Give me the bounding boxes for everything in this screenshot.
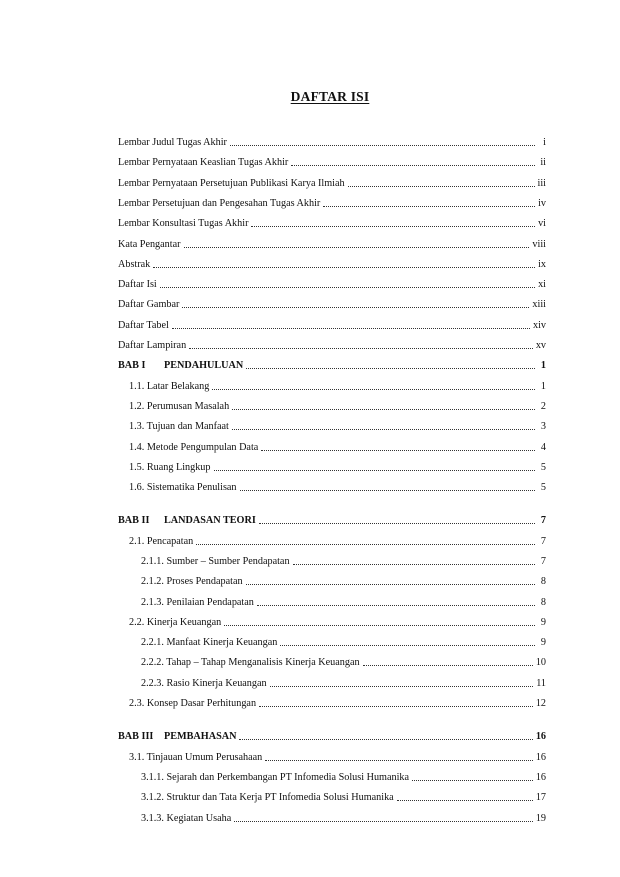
toc-entry-page-number: 1 [540, 360, 546, 371]
dot-leader [270, 686, 534, 687]
toc-entry-page-number: 11 [536, 678, 546, 689]
toc-entry-label: 2.1.1. Sumber – Sumber Pendapatan [141, 556, 290, 567]
toc-entry[interactable] [141, 809, 546, 825]
toc-entry[interactable] [129, 417, 546, 433]
toc-entry-label: 1.5. Ruang Lingkup [129, 462, 211, 473]
dot-leader [323, 206, 535, 207]
toc-entry-label: Lembar Pernyataan Keaslian Tugas Akhir [118, 157, 289, 168]
toc-entry[interactable] [141, 788, 546, 804]
dot-leader [280, 645, 535, 646]
toc-entry[interactable] [118, 255, 546, 271]
dot-leader [214, 470, 536, 471]
toc-entry-page-number: 7 [540, 515, 546, 526]
toc-entry-page-number: ii [540, 157, 546, 168]
toc-entry-label [118, 731, 236, 743]
toc-entry-label: 2.2. Kinerja Keuangan [129, 617, 222, 628]
toc-entry[interactable] [129, 458, 546, 474]
toc-entry-label [118, 515, 256, 527]
toc-entry-label: 2.1.3. Penilaian Pendapatan [141, 597, 254, 608]
toc-entry-page-number: 16 [535, 752, 546, 763]
chapter-title: LANDASAN TEORI [164, 515, 256, 526]
dot-leader [212, 389, 535, 390]
toc-entry[interactable] [118, 174, 546, 190]
toc-entry[interactable] [141, 572, 546, 588]
dot-leader [240, 490, 535, 491]
dot-leader [259, 523, 535, 524]
toc-entry-label: 2.1.2. Proses Pendapatan [141, 576, 243, 587]
dot-leader [246, 368, 535, 369]
toc-entry-page-number: iv [538, 198, 546, 209]
toc-entry-page-number: 1 [540, 381, 546, 392]
dot-leader [257, 605, 535, 606]
toc-entry-page-number: viii [532, 239, 546, 250]
chapter-number: BAB I [118, 360, 146, 371]
dot-leader [184, 247, 530, 248]
toc-entry-label: 3.1.1. Sejarah dan Perkembangan PT Infomedia Solusi Humanika [141, 772, 410, 783]
toc-entry-page-number: 7 [540, 556, 546, 567]
toc-entry-label: 3.1.3. Kegiatan Usaha [141, 813, 232, 824]
dot-leader [265, 760, 533, 761]
toc-entry-page-number: 5 [540, 462, 546, 473]
dot-leader [196, 544, 535, 545]
toc-entry-label: Daftar Isi [118, 279, 157, 290]
toc-entry-page-number: 10 [535, 657, 546, 668]
dot-leader [224, 625, 535, 626]
toc-entry[interactable] [141, 593, 546, 609]
toc-entry[interactable] [141, 633, 546, 649]
dot-leader [293, 564, 535, 565]
toc-entry-page-number: 5 [540, 482, 546, 493]
toc-entry-page-number: iii [537, 178, 546, 189]
page-title: DAFTAR ISI [290, 89, 370, 104]
toc-entry-label: 3.1. Tinjauan Umum Perusahaan [129, 752, 263, 763]
toc-entry-page-number: 16 [535, 772, 546, 783]
toc-entry[interactable] [129, 748, 546, 764]
dot-leader [232, 429, 535, 430]
toc-entry-label: 2.1. Pencapatan [129, 536, 194, 547]
chapter-number: BAB III [118, 731, 154, 742]
toc-entry[interactable] [118, 295, 546, 311]
chapter-title: PEMBAHASAN [164, 731, 237, 742]
toc-entry-page-number: 7 [540, 536, 546, 547]
toc-entry-page-number: xiv [532, 320, 546, 331]
toc-entry-page-number: xi [538, 279, 546, 290]
toc-entry-label: 2.2.1. Manfaat Kinerja Keuangan [141, 637, 278, 648]
toc-entry[interactable] [129, 397, 546, 413]
toc-entry[interactable] [118, 194, 546, 210]
toc-entry[interactable] [141, 768, 546, 784]
toc-entry[interactable] [118, 336, 546, 352]
toc-entry[interactable] [118, 133, 546, 149]
toc-entry-page-number: 8 [540, 576, 546, 587]
toc-entry-page-number: 9 [540, 637, 546, 648]
toc-entry-label: Abstrak [118, 259, 151, 270]
toc-entry-label: 1.6. Sistematika Penulisan [129, 482, 237, 493]
toc-entry-label [118, 360, 243, 372]
dot-leader [259, 706, 533, 707]
toc-entry[interactable] [129, 694, 546, 710]
dot-leader [234, 821, 533, 822]
toc-entry-label: 2.2.3. Rasio Kinerja Keuangan [141, 678, 267, 689]
toc-entry-page-number: ix [538, 259, 546, 270]
dot-leader [189, 348, 533, 349]
toc-entry-label: 1.4. Metode Pengumpulan Data [129, 442, 259, 453]
chapter-title: PENDAHULUAN [164, 360, 244, 371]
toc-entry-label: Daftar Lampiran [118, 340, 187, 351]
dot-leader [182, 307, 529, 308]
toc-entry[interactable] [129, 532, 546, 548]
chapter-number: BAB II [118, 515, 150, 526]
dot-leader [172, 328, 530, 329]
toc-entry-label: Kata Pengantar [118, 239, 181, 250]
dot-leader [261, 450, 535, 451]
toc-entry-page-number: 4 [540, 442, 546, 453]
toc-entry-label: 1.3. Tujuan dan Manfaat [129, 421, 229, 432]
toc-entry-label: Lembar Persetujuan dan Pengesahan Tugas Akhir [118, 198, 321, 209]
toc-entry[interactable] [118, 275, 546, 291]
toc-entry-page-number: 16 [535, 731, 546, 742]
toc-entry-label: Lembar Pernyataan Persetujuan Publikasi Karya Ilmiah [118, 178, 345, 189]
toc-entry-page-number: 3 [540, 421, 546, 432]
toc-entry-page-number: 17 [535, 792, 546, 803]
toc-entry-label: Daftar Tabel [118, 320, 169, 331]
dot-leader [232, 409, 535, 410]
toc-entry[interactable] [129, 377, 546, 393]
toc-entry[interactable] [118, 214, 546, 230]
toc-entry[interactable] [118, 356, 546, 372]
dot-leader [246, 584, 535, 585]
toc-entry-page-number: xv [535, 340, 546, 351]
toc-entry-page-number: 8 [540, 597, 546, 608]
toc-entry-page-number: xiii [532, 299, 546, 310]
dot-leader [397, 800, 533, 801]
toc-entry-page-number: 12 [535, 698, 546, 709]
dot-leader [230, 145, 535, 146]
toc-entry-label: 1.2. Perumusan Masalah [129, 401, 230, 412]
toc-entry-page-number: vi [538, 218, 546, 229]
toc-entry[interactable] [118, 727, 546, 743]
toc-entry-label: Lembar Konsultasi Tugas Akhir [118, 218, 249, 229]
toc-entry[interactable] [129, 613, 546, 629]
toc-entry-label: 1.1. Latar Belakang [129, 381, 210, 392]
toc-entry[interactable] [141, 674, 546, 690]
toc-entry[interactable] [141, 552, 546, 568]
toc-entry-page-number: 2 [540, 401, 546, 412]
toc-entry[interactable] [118, 153, 546, 169]
dot-leader [160, 287, 535, 288]
dot-leader [348, 186, 535, 187]
toc-entry[interactable] [129, 478, 546, 494]
toc-entry-page-number: i [543, 137, 546, 148]
toc-entry-page-number: 9 [540, 617, 546, 628]
dot-leader [363, 665, 533, 666]
toc-entry[interactable] [141, 653, 546, 669]
toc-entry-page-number: 19 [535, 813, 546, 824]
dot-leader [153, 267, 535, 268]
dot-leader [239, 739, 532, 740]
toc-entry-label: 3.1.2. Struktur dan Tata Kerja PT Infomedia Solusi Humanika [141, 792, 394, 803]
toc-entry-label: 2.3. Konsep Dasar Perhitungan [129, 698, 257, 709]
toc-entry-label: Lembar Judul Tugas Akhir [118, 137, 227, 148]
toc-entry[interactable] [118, 511, 546, 527]
toc-entry-label: Daftar Gambar [118, 299, 180, 310]
toc-entry[interactable] [118, 316, 546, 332]
toc-entry[interactable] [118, 235, 546, 251]
dot-leader [251, 226, 535, 227]
toc-entry-label: 2.2.2. Tahap – Tahap Menganalisis Kinerja Keuangan [141, 657, 360, 668]
dot-leader [291, 165, 535, 166]
dot-leader [412, 780, 533, 781]
toc-entry[interactable] [129, 438, 546, 454]
